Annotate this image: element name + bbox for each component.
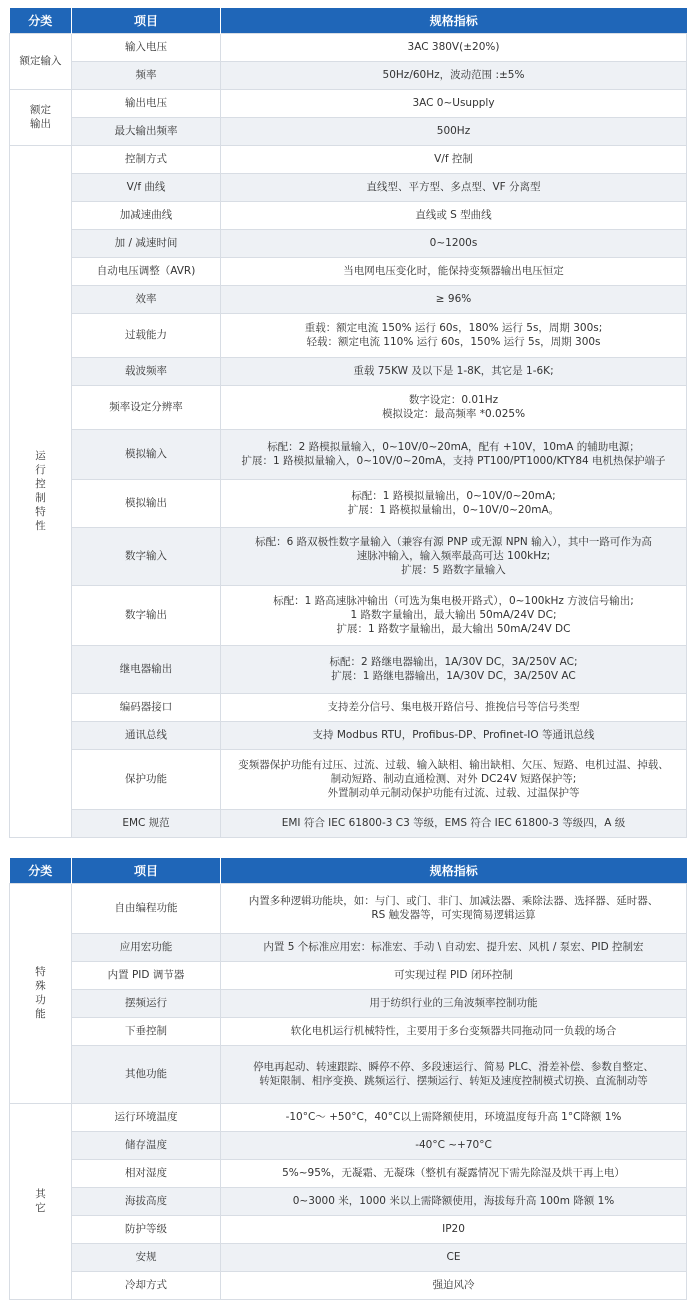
table-row [10, 1271, 687, 1299]
table-row [10, 749, 687, 809]
item-cell: 冷却方式 [72, 1271, 221, 1299]
header-item: 项目 [72, 8, 221, 33]
item-cell: 防护等级 [72, 1215, 221, 1243]
table-row [10, 313, 687, 357]
spec-value-cell: 50Hz/60Hz，波动范围 :±5% [221, 61, 687, 89]
item-cell: 继电器输出 [72, 645, 221, 693]
item-cell: 相对湿度 [72, 1159, 221, 1187]
header-category: 分类 [10, 8, 72, 33]
table-row [10, 1187, 687, 1215]
table-row [10, 989, 687, 1017]
spec-value-cell: 直线或 S 型曲线 [221, 201, 687, 229]
table-row [10, 585, 687, 645]
spec-value-cell: 标配：2 路继电器输出，1A/30V DC，3A/250V AC; 扩展：1 路继电器输出，1A/30V DC，3A/250V AC [221, 645, 687, 693]
table-row [10, 933, 687, 961]
table-row [10, 883, 687, 933]
item-cell: 通讯总线 [72, 721, 221, 749]
item-cell: 安规 [72, 1243, 221, 1271]
table-row [10, 229, 687, 257]
table-body [10, 33, 687, 837]
spec-value-cell: 标配：1 路高速脉冲输出（可选为集电极开路式），0~100kHz 方波信号输出; 1 路数字量输出，最大输出 50mA/24V DC; 扩展：1 路数字量输出，最大输出 50mA/24V DC [221, 585, 687, 645]
spec-value-cell: 标配：6 路双极性数字量输入（兼容有源 PNP 或无源 NPN 输入），其中一路可作为高 速脉冲输入，输入频率最高可达 100kHz; 扩展：5 路数字量输入 [221, 527, 687, 585]
item-cell: 摆频运行 [72, 989, 221, 1017]
item-cell: 加 / 减速时间 [72, 229, 221, 257]
table-row [10, 479, 687, 527]
item-cell: 自由编程功能 [72, 883, 221, 933]
item-cell: 自动电压调整（AVR) [72, 257, 221, 285]
spec-value-cell: 直线型、平方型、多点型、VF 分离型 [221, 173, 687, 201]
table-row [10, 645, 687, 693]
spec-value-cell: 支持 Modbus RTU，Profibus-DP、Profinet-IO 等通讯总线 [221, 721, 687, 749]
item-cell: 海拔高度 [72, 1187, 221, 1215]
spec-table-1 [9, 8, 687, 838]
spec-value-cell: 强迫风冷 [221, 1271, 687, 1299]
item-cell: 频率 [72, 61, 221, 89]
spec-value-cell: 软化电机运行机械特性，主要用于多台变频器共同拖动同一负载的场合 [221, 1017, 687, 1045]
table-row [10, 201, 687, 229]
spec-value-cell: 内置多种逻辑功能块，如：与门、或门、非门、加减法器、乘除法器、选择器、延时器、 RS 触发器等，可实现简易逻辑运算 [221, 883, 687, 933]
table-row [10, 693, 687, 721]
item-cell: EMC 规范 [72, 809, 221, 837]
item-cell: 模拟输入 [72, 429, 221, 479]
spec-table-2 [9, 858, 687, 1300]
spec-value-cell: 内置 5 个标准应用宏：标准宏、手动 \ 自动宏、提升宏、风机 / 泵宏、PID 控制宏 [221, 933, 687, 961]
spec-value-cell: IP20 [221, 1215, 687, 1243]
item-cell: 数字输出 [72, 585, 221, 645]
table-row [10, 1131, 687, 1159]
spec-value-cell: 当电网电压变化时，能保持变频器输出电压恒定 [221, 257, 687, 285]
table-row [10, 1017, 687, 1045]
spec-value-cell: CE [221, 1243, 687, 1271]
table-row [10, 1215, 687, 1243]
table-row [10, 173, 687, 201]
spec-value-cell: -10°C～ +50°C，40°C以上需降额使用，环境温度每升高 1°C降额 1% [221, 1103, 687, 1131]
table-row [10, 357, 687, 385]
category-cell: 运 行 控 制 特 性 [10, 145, 72, 837]
item-cell: 过载能力 [72, 313, 221, 357]
category-cell: 特 殊 功 能 [10, 883, 72, 1103]
table-row [10, 61, 687, 89]
header-category: 分类 [10, 858, 72, 883]
item-cell: 效率 [72, 285, 221, 313]
table-row [10, 89, 687, 117]
spec-value-cell: 500Hz [221, 117, 687, 145]
item-cell: 输入电压 [72, 33, 221, 61]
table-row [10, 285, 687, 313]
spec-value-cell: 3AC 0~Usupply [221, 89, 687, 117]
spec-value-cell: 重载 75KW 及以下是 1-8K，其它是 1-6K; [221, 357, 687, 385]
table-row [10, 961, 687, 989]
spec-value-cell: EMI 符合 IEC 61800-3 C3 等级，EMS 符合 IEC 61800-3 等级四，A 级 [221, 809, 687, 837]
spec-value-cell: ≥ 96% [221, 285, 687, 313]
table-header-row [10, 8, 687, 33]
item-cell: 控制方式 [72, 145, 221, 173]
spec-value-cell: 支持差分信号、集电极开路信号、推挽信号等信号类型 [221, 693, 687, 721]
spec-value-cell: 可实现过程 PID 闭环控制 [221, 961, 687, 989]
table-row [10, 33, 687, 61]
table-row [10, 145, 687, 173]
category-cell: 额定 输出 [10, 89, 72, 145]
spec-value-cell: 数字设定：0.01Hz 模拟设定：最高频率 *0.025% [221, 385, 687, 429]
spec-value-cell: 重载：额定电流 150% 运行 60s，180% 运行 5s，周期 300s; 轻载：额定电流 110% 运行 60s，150% 运行 5s，周期 300s [221, 313, 687, 357]
header-item: 项目 [72, 858, 221, 883]
spec-value-cell: 0~3000 米，1000 米以上需降额使用，海拔每升高 100m 降额 1% [221, 1187, 687, 1215]
table-body [10, 883, 687, 1299]
item-cell: 最大输出频率 [72, 117, 221, 145]
table-row [10, 257, 687, 285]
spec-value-cell: 5%~95%，无凝霜、无凝珠（整机有凝露情况下需先除湿及烘干再上电） [221, 1159, 687, 1187]
spec-value-cell: 3AC 380V(±20%) [221, 33, 687, 61]
table-row [10, 809, 687, 837]
item-cell: 储存温度 [72, 1131, 221, 1159]
item-cell: 其他功能 [72, 1045, 221, 1103]
header-spec: 规格指标 [221, 858, 687, 883]
spec-value-cell: 停电再起动、转速跟踪、瞬停不停、多段速运行、简易 PLC、滑差补偿、参数自整定、 转矩限制、相序变换、跳频运行、摆频运行、转矩及速度控制模式切换、直流制动等 [221, 1045, 687, 1103]
item-cell: 载波频率 [72, 357, 221, 385]
spec-value-cell: -40°C ~+70°C [221, 1131, 687, 1159]
table-row [10, 385, 687, 429]
item-cell: 数字输入 [72, 527, 221, 585]
table-row [10, 1045, 687, 1103]
spec-value-cell: 标配：1 路模拟量输出，0~10V/0~20mA; 扩展：1 路模拟量输出，0~10V/0~20mA。 [221, 479, 687, 527]
header-spec: 规格指标 [221, 8, 687, 33]
item-cell: 保护功能 [72, 749, 221, 809]
spec-value-cell: 0~1200s [221, 229, 687, 257]
item-cell: 输出电压 [72, 89, 221, 117]
table-row [10, 117, 687, 145]
category-cell: 额定输入 [10, 33, 72, 89]
table-row [10, 429, 687, 479]
spec-value-cell: 变频器保护功能有过压、过流、过载、输入缺相、输出缺相、欠压、短路、电机过温、掉载、 制动短路、制动直通检测、对外 DC24V 短路保护等; 外置制动单元制动保护功能有过流、过载、过温保护等 [221, 749, 687, 809]
item-cell: 频率设定分辨率 [72, 385, 221, 429]
item-cell: 内置 PID 调节器 [72, 961, 221, 989]
item-cell: 加减速曲线 [72, 201, 221, 229]
item-cell: 编码器接口 [72, 693, 221, 721]
spec-value-cell: 标配：2 路模拟量输入，0~10V/0~20mA，配有 +10V，10mA 的辅助电源； 扩展：1 路模拟量输入，0~10V/0~20mA，支持 PT100/PT1000/KTY84 电机热保护端子 [221, 429, 687, 479]
table-row [10, 527, 687, 585]
table-row [10, 1103, 687, 1131]
table-row [10, 1243, 687, 1271]
spec-value-cell: 用于纺织行业的三角波频率控制功能 [221, 989, 687, 1017]
table-row [10, 721, 687, 749]
category-cell: 其 它 [10, 1103, 72, 1299]
item-cell: 模拟输出 [72, 479, 221, 527]
item-cell: 应用宏功能 [72, 933, 221, 961]
item-cell: V/f 曲线 [72, 173, 221, 201]
spec-value-cell: V/f 控制 [221, 145, 687, 173]
item-cell: 运行环境温度 [72, 1103, 221, 1131]
table-header-row [10, 858, 687, 883]
table-row [10, 1159, 687, 1187]
item-cell: 下垂控制 [72, 1017, 221, 1045]
